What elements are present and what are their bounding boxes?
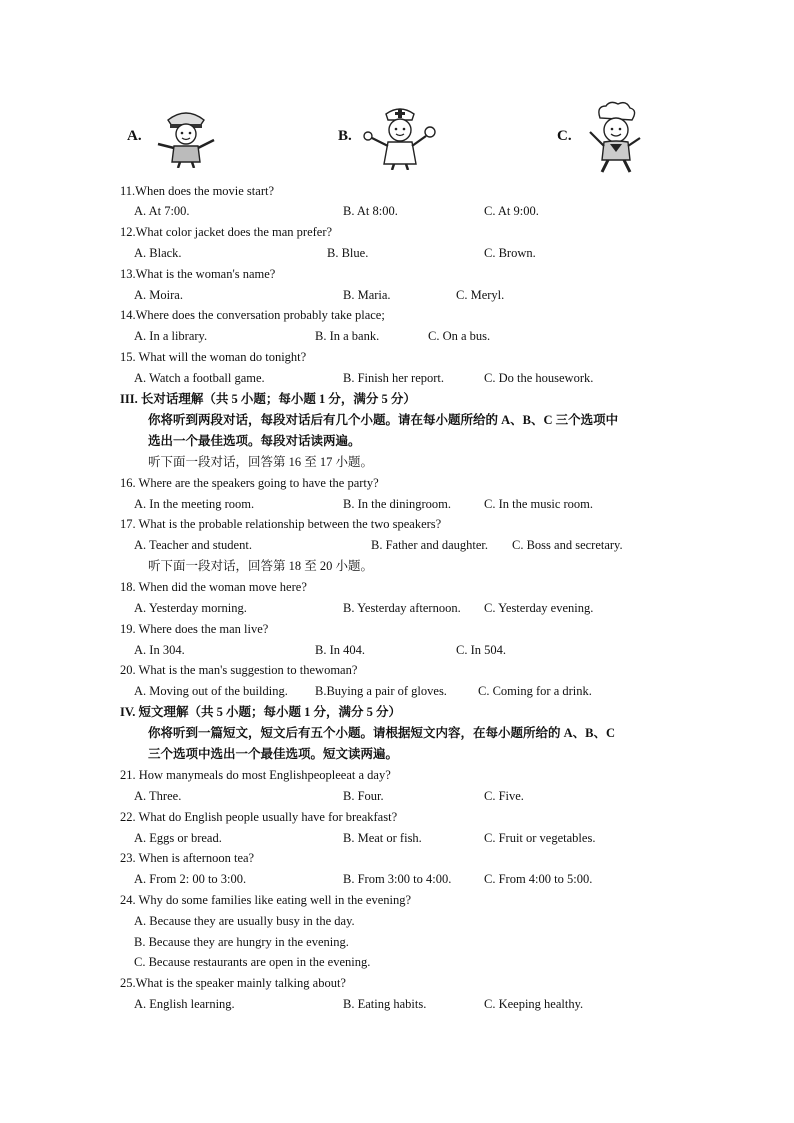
q16-option-a: A. In the meeting room. xyxy=(134,497,255,511)
nurse-cartoon-icon xyxy=(360,102,440,174)
q20-option-a: A. Moving out of the building. xyxy=(134,684,288,698)
q14-option-c: C. On a bus. xyxy=(428,329,491,343)
question-21: 21. How manymeals do most Englishpeopleeat a day? xyxy=(120,768,391,782)
q14-option-b: B. In a bank. xyxy=(315,329,380,343)
picture-option-b-label: B. xyxy=(338,128,352,144)
question-13: 13.What is the woman's name? xyxy=(120,267,276,281)
q23-option-c: C. From 4:00 to 5:00. xyxy=(484,872,593,886)
question-14: 14.Where does the conversation probably take place; xyxy=(120,308,385,322)
q21-option-a: A. Three. xyxy=(134,789,182,803)
q11-option-a: A. At 7:00. xyxy=(134,204,190,218)
q17-option-a: A. Teacher and student. xyxy=(134,538,252,552)
q15-option-a: A. Watch a football game. xyxy=(134,371,265,385)
section-4-heading: IV. 短文理解（共 5 小题；每小题 1 分，满分 5 分） xyxy=(120,705,402,719)
question-11: 11.When does the movie start? xyxy=(120,184,275,198)
q23-option-a: A. From 2: 00 to 3:00. xyxy=(134,872,247,886)
q12-option-b: B. Blue. xyxy=(327,246,369,260)
q13-option-b: B. Maria. xyxy=(343,288,391,302)
q19-option-a: A. In 304. xyxy=(134,643,185,657)
question-16: 16. Where are the speakers going to have the party? xyxy=(120,476,379,490)
question-23: 23. When is afternoon tea? xyxy=(120,851,255,865)
q15-option-b: B. Finish her report. xyxy=(343,371,445,385)
q14-option-a: A. In a library. xyxy=(134,329,208,343)
q16-option-b: B. In the diningroom. xyxy=(343,497,451,511)
question-17: 17. What is the probable relationship between the two speakers? xyxy=(120,517,442,531)
question-19: 19. Where does the man live? xyxy=(120,622,269,636)
q17-option-c: C. Boss and secretary. xyxy=(512,538,623,552)
question-25: 25.What is the speaker mainly talking about? xyxy=(120,976,346,990)
q24-option-b: B. Because they are hungry in the evening. xyxy=(134,935,349,949)
picture-option-a-label: A. xyxy=(127,128,142,144)
question-12: 12.What color jacket does the man prefer? xyxy=(120,225,333,239)
picture-option-c-label: C. xyxy=(557,128,572,144)
q25-option-a: A. English learning. xyxy=(134,997,235,1011)
q13-option-c: C. Meryl. xyxy=(456,288,505,302)
q12-option-c: C. Brown. xyxy=(484,246,536,260)
q18-option-c: C. Yesterday evening. xyxy=(484,601,594,615)
q17-option-b: B. Father and daughter. xyxy=(371,538,488,552)
section-3-lead-1: 听下面一段对话，回答第 16 至 17 小题。 xyxy=(148,455,374,469)
q20-option-b: B.Buying a pair of gloves. xyxy=(315,684,447,698)
q11-option-b: B. At 8:00. xyxy=(343,204,398,218)
q24-option-a: A. Because they are usually busy in the day. xyxy=(134,914,355,928)
section-3-lead-2: 听下面一段对话，回答第 18 至 20 小题。 xyxy=(148,559,374,573)
q18-option-b: B. Yesterday afternoon. xyxy=(343,601,461,615)
q21-option-b: B. Four. xyxy=(343,789,384,803)
question-24: 24. Why do some families like eating well in the evening? xyxy=(120,893,412,907)
q16-option-c: C. In the music room. xyxy=(484,497,594,511)
q22-option-a: A. Eggs or bread. xyxy=(134,831,222,845)
question-15: 15. What will the woman do tonight? xyxy=(120,350,307,364)
q25-option-b: B. Eating habits. xyxy=(343,997,427,1011)
section-4-instruction-line-2: 三个选项中选出一个最佳选项。短文读两遍。 xyxy=(148,747,399,761)
q23-option-b: B. From 3:00 to 4:00. xyxy=(343,872,452,886)
q11-option-c: C. At 9:00. xyxy=(484,204,539,218)
section-4-instruction-line-1: 你将听到一篇短文，短文后有五个小题。请根据短文内容，在每小题所给的 A、B、C xyxy=(148,726,616,740)
section-3-instruction-line-2: 选出一个最佳选项。每段对话读两遍。 xyxy=(148,434,361,448)
section-3-instruction-line-1: 你将听到两段对话，每段对话后有几个小题。请在每小题所给的 A、B、C 三个选项中 xyxy=(148,413,619,427)
q12-option-a: A. Black. xyxy=(134,246,182,260)
q24-option-c: C. Because restaurants are open in the evening. xyxy=(134,955,371,969)
q19-option-c: C. In 504. xyxy=(456,643,506,657)
q22-option-c: C. Fruit or vegetables. xyxy=(484,831,596,845)
q18-option-a: A. Yesterday morning. xyxy=(134,601,247,615)
section-3-heading: III. 长对话理解（共 5 小题；每小题 1 分，满分 5 分） xyxy=(120,392,416,406)
q21-option-c: C. Five. xyxy=(484,789,524,803)
question-20: 20. What is the man's suggestion to thewoman? xyxy=(120,663,358,677)
police-officer-cartoon-icon xyxy=(150,104,222,172)
question-22: 22. What do English people usually have for breakfast? xyxy=(120,810,398,824)
q25-option-c: C. Keeping healthy. xyxy=(484,997,584,1011)
q22-option-b: B. Meat or fish. xyxy=(343,831,422,845)
q15-option-c: C. Do the housework. xyxy=(484,371,594,385)
question-18: 18. When did the woman move here? xyxy=(120,580,307,594)
q20-option-c: C. Coming for a drink. xyxy=(478,684,592,698)
q13-option-a: A. Moira. xyxy=(134,288,183,302)
chef-cartoon-icon xyxy=(578,100,650,178)
q19-option-b: B. In 404. xyxy=(315,643,365,657)
